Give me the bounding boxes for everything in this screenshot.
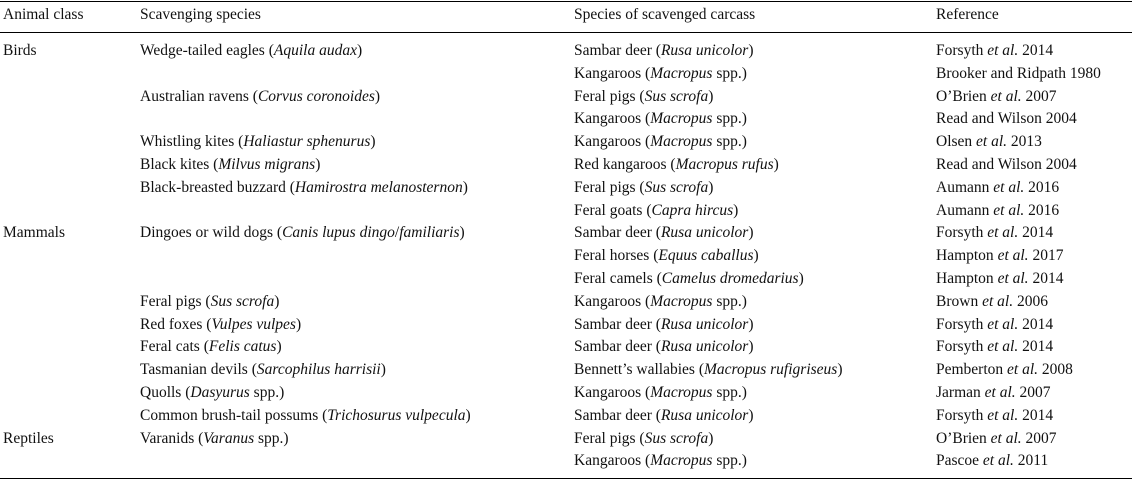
text-segment: /	[394, 224, 400, 242]
text-segment: )	[748, 406, 754, 424]
species-name: et al.	[987, 338, 1019, 356]
text-segment: Sambar deer (	[574, 224, 661, 242]
species-name: Capra hircus	[651, 201, 734, 219]
text-segment: Forsyth	[936, 224, 988, 242]
text-segment: )	[748, 338, 754, 356]
text-segment: )	[748, 42, 754, 59]
header-reference: Reference	[936, 6, 999, 23]
cell-scavenged-carcass	[574, 450, 747, 473]
species-name: Macropus	[650, 452, 713, 470]
table-row	[0, 291, 1132, 314]
text-segment: 2011	[1013, 452, 1049, 470]
species-name: Milvus migrans	[218, 155, 316, 173]
text-segment: spp.)	[254, 429, 289, 447]
cell-reference	[936, 177, 1059, 200]
text-segment: Feral pigs (	[574, 429, 645, 447]
cell-scavenged-carcass	[574, 131, 747, 154]
cell-scavenging-species	[140, 40, 362, 63]
text-segment: Kangaroos (	[574, 452, 651, 470]
species-name: et al.	[982, 292, 1014, 310]
text-segment: 2016	[1024, 201, 1060, 219]
species-name: et al.	[987, 42, 1019, 59]
cell-scavenged-carcass	[574, 154, 779, 177]
species-name: et al.	[976, 133, 1008, 151]
species-name: et al.	[1007, 361, 1039, 379]
cell-scavenging-species	[140, 177, 468, 200]
cell-scavenged-carcass	[574, 245, 759, 268]
text-segment: 2014	[1028, 269, 1064, 287]
text-segment: )	[356, 42, 363, 59]
text-segment: spp.)	[249, 383, 285, 401]
species-name: Varanus	[203, 429, 255, 447]
cell-scavenged-carcass	[574, 405, 754, 428]
species-name: Corvus coronoides	[257, 87, 375, 105]
species-name: Rusa unicolor	[660, 42, 749, 59]
text-segment: Feral pigs (	[140, 292, 211, 310]
text-segment: Pemberton	[936, 361, 1008, 379]
species-name: Macropus	[650, 110, 713, 128]
text-segment: Sambar deer (	[574, 42, 661, 59]
species-name: et al.	[997, 247, 1029, 265]
text-segment: Aumann	[936, 178, 994, 196]
text-segment: )	[753, 247, 759, 265]
species-name: Trichosurus vulpecula	[327, 406, 466, 424]
cell-scavenging-species	[140, 382, 284, 405]
text-segment: 2016	[1024, 178, 1060, 196]
species-name: et al.	[990, 429, 1022, 447]
text-segment: Feral pigs (	[574, 87, 645, 105]
text-segment: )	[459, 224, 465, 242]
text-segment: )	[708, 429, 714, 447]
species-name: Sus scrofa	[644, 87, 709, 105]
text-segment: spp.)	[712, 383, 747, 401]
text-segment: Tasmanian devils (	[140, 361, 257, 379]
table-row	[0, 63, 1132, 86]
text-segment: 2014	[1018, 338, 1054, 356]
species-name: Canis lupus dingo	[282, 224, 395, 242]
table-row	[0, 359, 1132, 382]
text-segment: )	[374, 87, 381, 105]
text-segment: Forsyth	[936, 406, 988, 424]
text-segment: )	[837, 361, 843, 379]
species-name: Rusa unicolor	[660, 406, 749, 424]
text-segment: )	[315, 155, 321, 173]
text-segment: O’Brien	[936, 429, 991, 447]
text-segment: )	[773, 155, 779, 173]
cell-animal-class: Birds	[3, 42, 37, 59]
cell-reference	[936, 200, 1059, 223]
text-segment: Common brush-tail possums (	[140, 406, 328, 424]
cell-scavenged-carcass	[574, 108, 747, 131]
text-segment: )	[380, 361, 386, 379]
table-row	[0, 200, 1132, 223]
text-segment: O’Brien	[936, 87, 991, 105]
table-row	[0, 336, 1132, 359]
species-name: et al.	[990, 87, 1022, 105]
text-segment: Read and Wilson 2004	[936, 155, 1077, 173]
species-name: et al.	[993, 201, 1025, 219]
table-row	[0, 405, 1132, 428]
table-row	[0, 131, 1132, 154]
text-segment: Sambar deer (	[574, 315, 661, 333]
text-segment: 2008	[1038, 361, 1073, 379]
text-segment: Pascoe	[936, 452, 983, 470]
species-name: Camelus dromedarius	[661, 269, 799, 287]
text-segment: spp.)	[712, 110, 747, 128]
text-segment: spp.)	[712, 452, 747, 470]
cell-reference	[936, 154, 1077, 177]
cell-scavenged-carcass	[574, 177, 713, 200]
cell-reference	[936, 382, 1051, 405]
species-name: Rusa unicolor	[660, 315, 749, 333]
species-name: Dasyurus	[190, 383, 250, 401]
text-segment: )	[733, 201, 739, 219]
cell-scavenging-species	[140, 428, 289, 451]
text-segment: Forsyth	[936, 338, 988, 356]
text-segment: Brown	[936, 292, 983, 310]
text-segment: Kangaroos (	[574, 292, 651, 310]
text-segment: 2006	[1013, 292, 1048, 310]
text-segment: spp.)	[712, 292, 747, 310]
text-segment: Kangaroos (	[574, 133, 651, 151]
table-row	[0, 245, 1132, 268]
text-segment: Forsyth	[936, 315, 988, 333]
text-segment: )	[708, 178, 714, 196]
text-segment: )	[370, 133, 376, 151]
text-segment: )	[708, 87, 714, 105]
table-row	[0, 268, 1132, 291]
cell-scavenging-species	[140, 314, 301, 337]
text-segment: Feral horses (	[574, 247, 659, 265]
text-segment: Feral cats (	[140, 338, 209, 356]
text-segment: )	[274, 292, 280, 310]
species-name: Sus scrofa	[644, 178, 709, 196]
cell-scavenged-carcass	[574, 40, 754, 63]
species-name: Macropus rufigriseus	[704, 361, 838, 379]
cell-reference	[936, 40, 1053, 63]
header-scavenging-species: Scavenging species	[140, 6, 261, 23]
text-segment: Red foxes (	[140, 315, 212, 333]
text-segment: Bennett’s wallabies (	[574, 361, 704, 379]
text-segment: Feral pigs (	[574, 178, 645, 196]
text-segment: Australian ravens (	[140, 87, 258, 105]
header-scavenged-carcass: Species of scavenged carcass	[574, 6, 756, 23]
text-segment: Aumann	[936, 201, 994, 219]
species-name: et al.	[984, 383, 1016, 401]
text-segment: )	[462, 178, 468, 196]
text-segment: )	[276, 338, 282, 356]
species-name: Hamirostra melanosternon	[294, 178, 463, 196]
cell-reference	[936, 405, 1053, 428]
cell-reference	[936, 245, 1063, 268]
table-row	[0, 428, 1132, 451]
cell-scavenging-species	[140, 154, 320, 177]
table-header-rule	[0, 32, 1132, 33]
table-row	[0, 40, 1132, 63]
species-name: Haliastur sphenurus	[243, 133, 371, 151]
species-name: Equus caballus	[658, 247, 754, 265]
table-row	[0, 86, 1132, 109]
cell-reference	[936, 63, 1101, 86]
cell-scavenged-carcass	[574, 428, 713, 451]
species-name: et al.	[993, 178, 1025, 196]
cell-scavenging-species	[140, 291, 279, 314]
text-segment: Varanids (	[140, 429, 204, 447]
table-body	[0, 40, 1132, 473]
cell-scavenging-species	[140, 222, 465, 245]
cell-scavenged-carcass	[574, 63, 747, 86]
text-segment: 2017	[1028, 247, 1064, 265]
text-segment: Olsen	[936, 133, 977, 151]
cell-scavenged-carcass	[574, 291, 747, 314]
text-segment: Whistling kites (	[140, 133, 244, 151]
cell-scavenging-species	[140, 405, 471, 428]
cell-scavenging-species	[140, 336, 282, 359]
text-segment: )	[798, 269, 804, 287]
species-name: Sarcophilus harrisii	[256, 361, 381, 379]
species-name: Macropus	[650, 292, 713, 310]
table-row	[0, 222, 1132, 245]
text-segment: )	[748, 224, 754, 242]
text-segment: Kangaroos (	[574, 64, 651, 82]
text-segment: 2014	[1018, 406, 1054, 424]
species-name: Macropus	[650, 383, 713, 401]
text-segment: )	[465, 406, 471, 424]
table-row	[0, 314, 1132, 337]
species-name: Sus scrofa	[210, 292, 275, 310]
text-segment: 2014	[1018, 224, 1054, 242]
text-segment: spp.)	[712, 133, 747, 151]
cell-reference	[936, 336, 1053, 359]
species-name: Rusa unicolor	[660, 338, 749, 356]
text-segment: Forsyth	[936, 42, 988, 59]
text-segment: Kangaroos (	[574, 110, 651, 128]
species-name: et al.	[997, 269, 1029, 287]
cell-reference	[936, 359, 1073, 382]
species-name: Macropus	[650, 64, 713, 82]
cell-scavenged-carcass	[574, 268, 804, 291]
table-row	[0, 450, 1132, 473]
text-segment: Hampton	[936, 269, 998, 287]
species-name: Felis catus	[208, 338, 277, 356]
text-segment: Brooker and Ridpath 1980	[936, 64, 1101, 82]
text-segment: Sambar deer (	[574, 338, 661, 356]
table-row	[0, 108, 1132, 131]
cell-reference	[936, 131, 1042, 154]
text-segment: spp.)	[712, 64, 747, 82]
text-segment: )	[295, 315, 302, 333]
cell-reference	[936, 450, 1048, 473]
cell-reference	[936, 291, 1048, 314]
cell-reference	[936, 108, 1077, 131]
species-name: Macropus	[650, 133, 713, 151]
cell-scavenged-carcass	[574, 86, 713, 109]
species-name: Vulpes vulpes	[211, 315, 296, 333]
text-segment: 2007	[1015, 383, 1051, 401]
species-name: Sus scrofa	[644, 429, 709, 447]
text-segment: Feral camels (	[574, 269, 662, 287]
text-segment: Red kangaroos (	[574, 155, 676, 173]
table-row	[0, 177, 1132, 200]
text-segment: )	[748, 315, 754, 333]
species-name: Rusa unicolor	[660, 224, 749, 242]
text-segment: 2013	[1007, 133, 1042, 151]
cell-animal-class: Reptiles	[3, 429, 54, 447]
cell-reference	[936, 428, 1057, 451]
cell-scavenging-species	[140, 131, 376, 154]
species-name: et al.	[987, 315, 1019, 333]
text-segment: 2014	[1018, 315, 1054, 333]
cell-scavenged-carcass	[574, 222, 754, 245]
species-name: et al.	[987, 224, 1019, 242]
text-segment: Black-breasted buzzard (	[140, 178, 295, 196]
header-animal-class: Animal class	[3, 6, 84, 23]
cell-scavenged-carcass	[574, 336, 754, 359]
text-segment: Read and Wilson 2004	[936, 110, 1077, 128]
text-segment: 2007	[1021, 429, 1057, 447]
species-name: et al.	[987, 406, 1019, 424]
text-segment: Dingoes or wild dogs (	[140, 224, 283, 242]
text-segment: Hampton	[936, 247, 998, 265]
text-segment: 2014	[1018, 42, 1054, 59]
species-name: Aquila audax	[273, 42, 357, 59]
text-segment: Quolls (	[140, 383, 191, 401]
species-name: familiaris	[399, 224, 460, 242]
text-segment: Black kites (	[140, 155, 219, 173]
table-header-row	[0, 0, 1132, 32]
text-segment: Jarman	[936, 383, 985, 401]
cell-scavenged-carcass	[574, 359, 843, 382]
text-segment: Feral goats (	[574, 201, 652, 219]
cell-scavenging-species	[140, 359, 386, 382]
table-bottom-rule	[0, 478, 1132, 479]
cell-reference	[936, 222, 1053, 245]
text-segment: 2007	[1021, 87, 1057, 105]
text-segment: Sambar deer (	[574, 406, 661, 424]
cell-reference	[936, 86, 1057, 109]
table-row	[0, 382, 1132, 405]
cell-reference	[936, 268, 1063, 291]
cell-scavenged-carcass	[574, 200, 738, 223]
cell-animal-class: Mammals	[3, 224, 65, 242]
cell-reference	[936, 314, 1053, 337]
cell-scavenged-carcass	[574, 382, 747, 405]
text-segment: Kangaroos (	[574, 383, 651, 401]
species-name: et al.	[982, 452, 1014, 470]
text-segment: Wedge-tailed eagles (	[140, 42, 274, 59]
cell-scavenged-carcass	[574, 314, 754, 337]
cell-scavenging-species	[140, 86, 380, 109]
table-row	[0, 154, 1132, 177]
species-name: Macropus rufus	[675, 155, 774, 173]
